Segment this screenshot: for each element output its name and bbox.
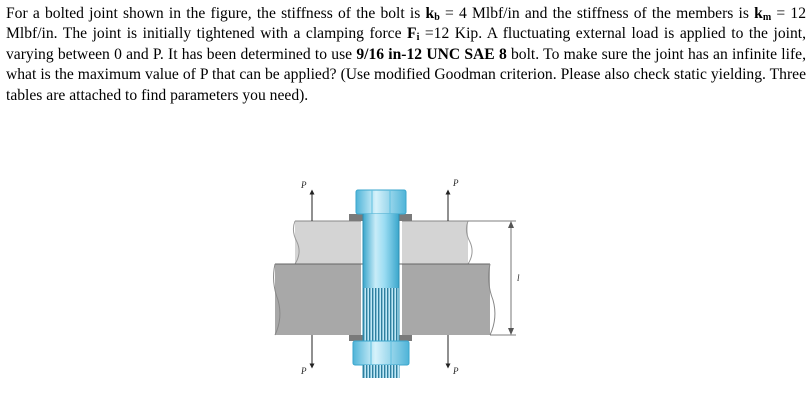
problem-text-5: bolt. To make sure the joint has an infinite life, what is the maximum value of P that can be applied? (Use modified Goodman criterion. Please also check static yielding. Three tables are attached to find parameters you need). (6, 45, 806, 104)
label-p-top-left: P (301, 180, 307, 190)
nut (353, 341, 409, 365)
label-p-bottom-right: P (453, 366, 459, 376)
member-stiffness-symbol: $k_m$ (754, 5, 772, 23)
problem-text-2: = 4 Mlbf/in and the stiffness of the members is (439, 5, 755, 22)
label-p-top-right: P (453, 178, 459, 188)
bottom-member-right (402, 264, 490, 335)
problem-text-1: For a bolted joint shown in the figure, the stiffness of the bolt is (6, 5, 426, 22)
top-member-left (295, 221, 361, 264)
bolt-shank (363, 214, 399, 288)
bolt-thread (363, 288, 399, 378)
bolt-specification: 9/16 in-12 UNC SAE 8 (356, 45, 507, 63)
bolt-stiffness-symbol: $k_b$ (425, 5, 440, 23)
top-washer (349, 214, 412, 221)
problem-text-4: =12 Kip. A fluctuating external load is applied to the joint, varying between 0 and P. It has been determined to use (6, 25, 806, 63)
label-p-bottom-left: P (301, 366, 307, 376)
problem-text-3: = 12 Mlbf/in. The joint is initially tightened with a clamping force (6, 5, 806, 43)
label-length: l (517, 273, 520, 283)
bottom-washer (349, 335, 412, 341)
bottom-member-left (275, 264, 361, 335)
problem-statement (6, 4, 806, 106)
clamping-force-symbol: $F_i$ (407, 25, 420, 44)
bolt-head (356, 190, 406, 214)
top-member-right (402, 221, 468, 264)
